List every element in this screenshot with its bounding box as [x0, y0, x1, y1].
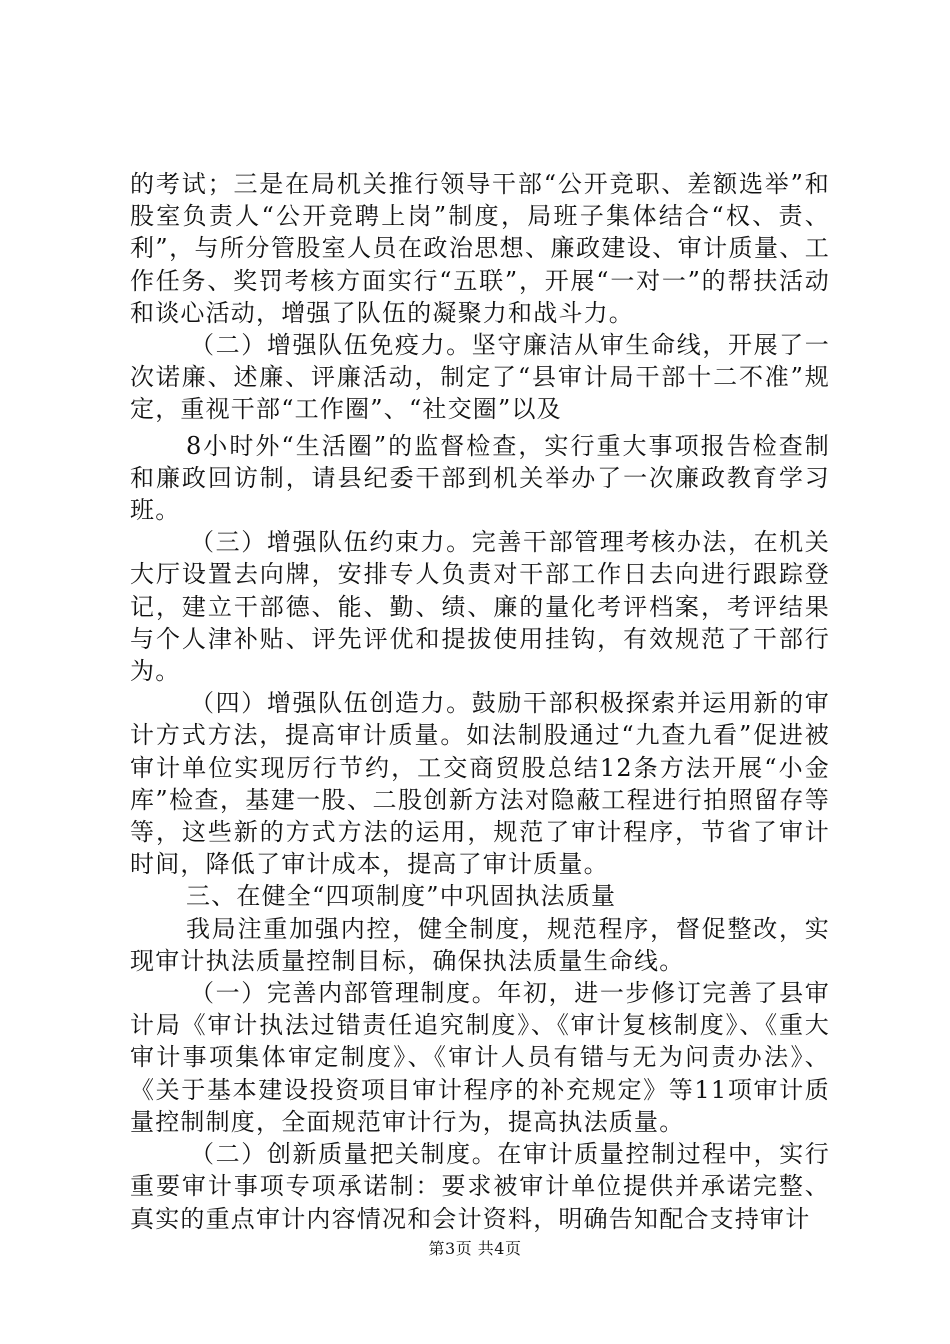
paragraph-immunity-continued: 8小时外“生活圈”的监督检查，实行重大事项报告检查制和廉政回访制，请县纪委干部到机关举办了一次廉政教育学习班。 — [130, 431, 830, 525]
section-heading-three: 三、在健全“四项制度”中巩固执法质量 — [186, 882, 617, 911]
paragraph-quality-control: （二）创新质量把关制度。在审计质量控制过程中，实行重要审计事项专项承诺制：要求被审计单位提供并承诺完整、真实的重点审计内容情况和会计资料，明确告知配合支持审计 — [130, 1140, 830, 1233]
paragraph-immunity: （二）增强队伍免疫力。坚守廉洁从审生命线，开展了一次诺廉、述廉、评廉活动，制定了“县审计局干部十二不准”规定，重视干部“工作圈”、“社交圈”以及 — [130, 331, 830, 424]
paragraph-section-intro: 我局注重加强内控，健全制度，规范程序，督促整改，实现审计执法质量控制目标，确保执法质量生命线。 — [130, 914, 830, 975]
paragraph-constraint: （三）增强队伍约束力。完善干部管理考核办法，在机关大厅设置去向牌，安排专人负责对干部工作日去向进行跟踪登记，建立干部德、能、勤、绩、廉的量化考评档案，考评结果与个人津补贴、评先评优和提拔使用挂钩，有效规范了干部行为。 — [130, 528, 830, 686]
paragraph-continuation: 的考试；三是在局机关推行领导干部“公开竞职、差额选举”和股室负责人“公开竞聘上岗”制度，局班子集体结合“权、责、利”，与所分管股室人员在政治思想、廉政建设、审计质量、工作任务、奖罚考核方面实行“五联”，开展“一对一”的帮扶活动和谈心活动，增强了队伍的凝聚力和战斗力。 — [130, 170, 830, 327]
page-number-footer: 第3页 共4页 — [428, 1239, 522, 1258]
document-body — [130, 168, 830, 1235]
paragraph-creativity: （四）增强队伍创造力。鼓励干部积极探索并运用新的审计方式方法，提高审计质量。如法制股通过“九查九看”促进被审计单位实现厉行节约，工交商贸股总结12条方法开展“小金库”检查，基建一股、二股创新方法对隐蔽工程进行拍照留存等等，这些新的方式方法的运用，规范了审计程序，节省了审计时间，降低了审计成本，提高了审计质量。 — [130, 689, 830, 879]
paragraph-internal-management: （一）完善内部管理制度。年初，进一步修订完善了县审计局《审计执法过错责任追究制度》、《审计复核制度》、《重大审计事项集体审定制度》、《审计人员有错与无为问责办法》、《关于基本建设投资项目审计程序的补充规定》等11项审计质量控制制度，全面规范审计行为，提高执法质量。 — [130, 979, 830, 1136]
